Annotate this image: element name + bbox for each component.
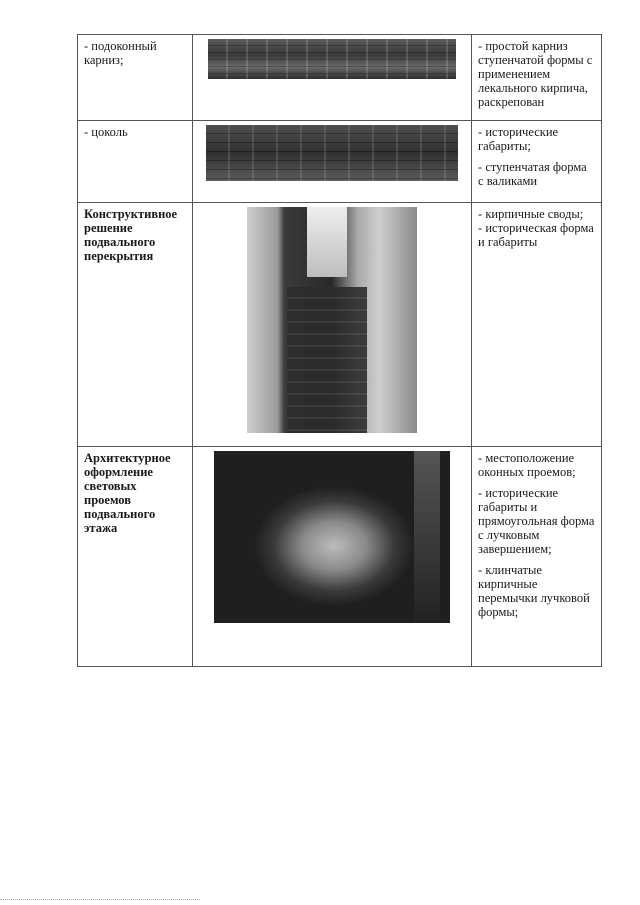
row-label-cell: [78, 203, 193, 447]
basement-window-photo: [214, 451, 450, 623]
photo-cell: [193, 447, 472, 667]
note-text: - ступенчатая форма с валиками: [478, 160, 587, 188]
note-text: - историческая форма и габариты: [478, 221, 594, 249]
basement-vault-photo: [247, 207, 417, 433]
cornice-photo: [208, 39, 456, 79]
notes-cell: [472, 35, 602, 121]
row-label: - подоконный карниз;: [84, 39, 157, 67]
photo-cell: [193, 121, 472, 203]
note-text: - исторические габариты;: [478, 125, 559, 153]
notes-cell: [472, 203, 602, 447]
row-label-cell: [78, 447, 193, 667]
note-text: - исторические габариты и прямоугольная форма с лучковым завершением;: [478, 486, 595, 556]
note-text: - местоположение оконных проемов;: [478, 451, 576, 479]
plinth-photo: [206, 125, 458, 181]
row-label-cell: [78, 121, 193, 203]
note-text: - кирпичные своды;: [478, 207, 584, 221]
table-row: [78, 121, 602, 203]
protected-elements-table: [77, 34, 602, 667]
row-label: Архитектурное оформление световых проемов подвального этажа: [84, 451, 171, 535]
table-row: [78, 447, 602, 667]
photo-cell: [193, 203, 472, 447]
note-text: - простой карниз ступенчатой формы с применением лекального кирпича, раскрепован: [478, 39, 593, 109]
page-bottom-rule: [0, 899, 200, 900]
notes-cell: [472, 121, 602, 203]
notes-cell: [472, 447, 602, 667]
table-row: [78, 203, 602, 447]
row-label: Конструктивное решение подвального перекрытия: [84, 207, 178, 263]
row-label: - цоколь: [84, 125, 128, 139]
photo-cell: [193, 35, 472, 121]
row-label-cell: [78, 35, 193, 121]
note-text: - клинчатые кирпичные перемычки лучковой формы;: [478, 563, 590, 619]
table-row: [78, 35, 602, 121]
